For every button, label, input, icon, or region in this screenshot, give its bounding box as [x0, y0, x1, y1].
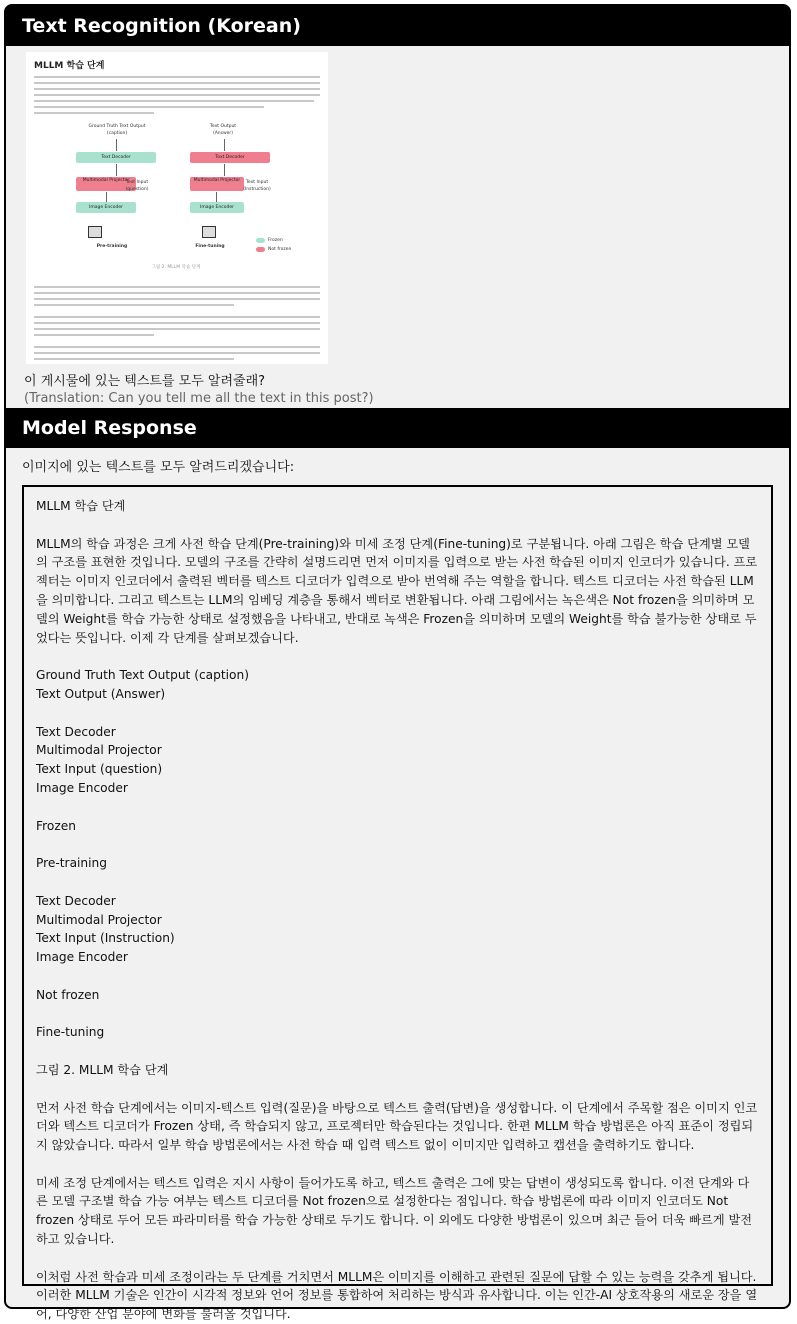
- thumb-legend-not-frozen: Not frozen: [268, 247, 292, 252]
- prompt-translation: (Translation: Can you tell me all the text in this post?): [24, 391, 374, 406]
- prompt-area: [6, 46, 789, 408]
- prompt-question: 이 게시물에 있는 텍스트를 모두 알려줄래?: [24, 374, 266, 389]
- thumb-figure-caption: 그림 2. MLLM 학습 단계: [151, 265, 201, 270]
- response-paragraph-2: 먼저 사전 학습 단계에서는 이미지-텍스트 입력(질문)을 바탕으로 텍스트 출력(답변)을 생성합니다. 이 단계에서 주목할 점은 이미지 인코더와 텍스트 디코더가 Frozen 상태, 즉 학습되지 않고, 프로젝터만 학습된다는 것입니다. 한편 MLLM 학습 방법론은 아직 표준이 정립되지 않았습니다. 따라서 일부 학습 방법론에서는 사전 학습 때 입력 텍스트 없이 이미지만 입력하고 캡션을 출력하기도 합니다.: [36, 1100, 758, 1153]
- section-header-model-response: Model Response: [6, 408, 789, 448]
- post-thumbnail-image: [26, 52, 328, 364]
- response-line: Ground Truth Text Output (caption): [36, 668, 249, 683]
- thumb-label-answer: (Answer): [212, 131, 234, 136]
- thumb-label-instruction: (Instruction): [243, 187, 271, 192]
- response-line: Text Output (Answer): [36, 686, 166, 701]
- thumb-projector-finetune: Multimodal Projector: [190, 177, 244, 191]
- response-line: Text Input (Instruction): [36, 931, 175, 946]
- response-paragraph-4: 이처럼 사전 학습과 미세 조정이라는 두 단계를 거치면서 MLLM은 이미지를 이해하고 관련된 질문에 답할 수 있는 능력을 갖추게 됩니다. 이러한 MLLM 기술은 인간이 시각적 정보와 언어 정보를 통합하여 처리하는 방식과 유사합니다. 이는 인간-AI 상호작용의 새로운 장을 열어, 다양한 산업 분야에 변화를 불러올 것입니다.: [36, 1269, 758, 1322]
- response-line: 그림 2. MLLM 학습 단계: [36, 1062, 169, 1077]
- thumb-label-text-input-q: Text Input: [125, 180, 149, 185]
- response-box: [22, 485, 773, 1322]
- response-line: Multimodal Projector: [36, 912, 162, 927]
- thumb-label-pretraining: Pre-training: [96, 244, 128, 249]
- section-header-text-recognition: Text Recognition (Korean): [6, 6, 789, 46]
- response-line: Frozen: [36, 818, 76, 833]
- panel-frame: [4, 4, 791, 1322]
- response-paragraph-1: MLLM의 학습 과정은 크게 사전 학습 단계(Pre-training)와 미세 조정 단계(Fine-tuning)로 구분됩니다. 아래 그림은 학습 단계별 모델의 구조를 표현한 것입니다. 모델의 구조를 간략히 설명드리면 먼저 이미지를 입력으로 받는 사전 학습된 이미지 인코더가 있습니다. 프로젝터는 이미지 인코더에서 출력된 벡터를 텍스트 디코더가 입력으로 받아 번역해 주는 역할을 합니다. 텍스트 디코더는 사전 학습된 LLM을 의미합니다. 그리고 텍스트는 LLM의 임베딩 계층을 통해서 벡터로 변환됩니다. 아래 그림에서는 녹은색은 Not frozen을 의미하며 모델의 Weight를 학습 가능한 상태로 설정했음을 나타내고, 반대로 녹색은 Frozen을 의미하며 모델의 Weight를 학습 불가능한 상태로 두었다는 뜻입니다. 이제 각 단계를 살펴보겠습니다.: [36, 536, 758, 645]
- thumb-label-question: (question): [125, 187, 149, 192]
- thumb-label-text-output: Text Output: [209, 124, 237, 129]
- thumb-label-ground-truth: Ground Truth Text Output: [88, 124, 146, 129]
- thumb-image-encoder-pretrain: Image Encoder: [76, 202, 136, 213]
- thumb-projector-pretrain: Multimodal Projector: [76, 177, 136, 191]
- response-line: Not frozen: [36, 987, 100, 1002]
- response-area: [6, 448, 789, 1322]
- thumb-title: MLLM 학습 단계: [34, 61, 105, 71]
- thumb-image-encoder-finetune: Image Encoder: [190, 202, 244, 213]
- thumb-text-decoder-finetune: Text Decoder: [190, 152, 270, 163]
- response-line: Text Decoder: [36, 893, 116, 908]
- thumb-label-finetuning: Fine-tuning: [195, 244, 225, 249]
- thumb-label-caption: (caption): [106, 131, 128, 136]
- thumb-legend-frozen: Frozen: [268, 238, 283, 243]
- response-line: Text Input (question): [36, 762, 163, 777]
- response-line: Multimodal Projector: [36, 743, 162, 758]
- response-intro: 이미지에 있는 텍스트를 모두 알려드리겠습니다:: [22, 460, 295, 475]
- response-line: Text Decoder: [36, 724, 116, 739]
- response-line: Pre-training: [36, 856, 107, 871]
- response-line: Image Encoder: [36, 780, 128, 795]
- response-title: MLLM 학습 단계: [36, 499, 126, 513]
- thumb-label-text-input-i: Text Input: [245, 180, 269, 185]
- response-paragraph-3: 미세 조정 단계에서는 텍스트 입력은 지시 사항이 들어가도록 하고, 텍스트 출력은 그에 맞는 답변이 생성되도록 합니다. 이전 단계와 다른 모델 구조별 학습 가능 여부는 텍스트 디코더를 Not frozen으로 설정한다는 점입니다. 학습 방법론에 따라 이미지 인코더도 Not frozen 상태로 두어 모든 파라미터를 학습 가능한 상태로 두기도 합니다. 이 외에도 다양한 방법론이 있으며 최근 들어 더욱 빠르게 발전하고 있습니다.: [36, 1175, 753, 1247]
- thumb-text-decoder-pretrain: Text Decoder: [76, 152, 156, 163]
- response-line: Image Encoder: [36, 950, 128, 965]
- response-line: Fine-tuning: [36, 1025, 105, 1040]
